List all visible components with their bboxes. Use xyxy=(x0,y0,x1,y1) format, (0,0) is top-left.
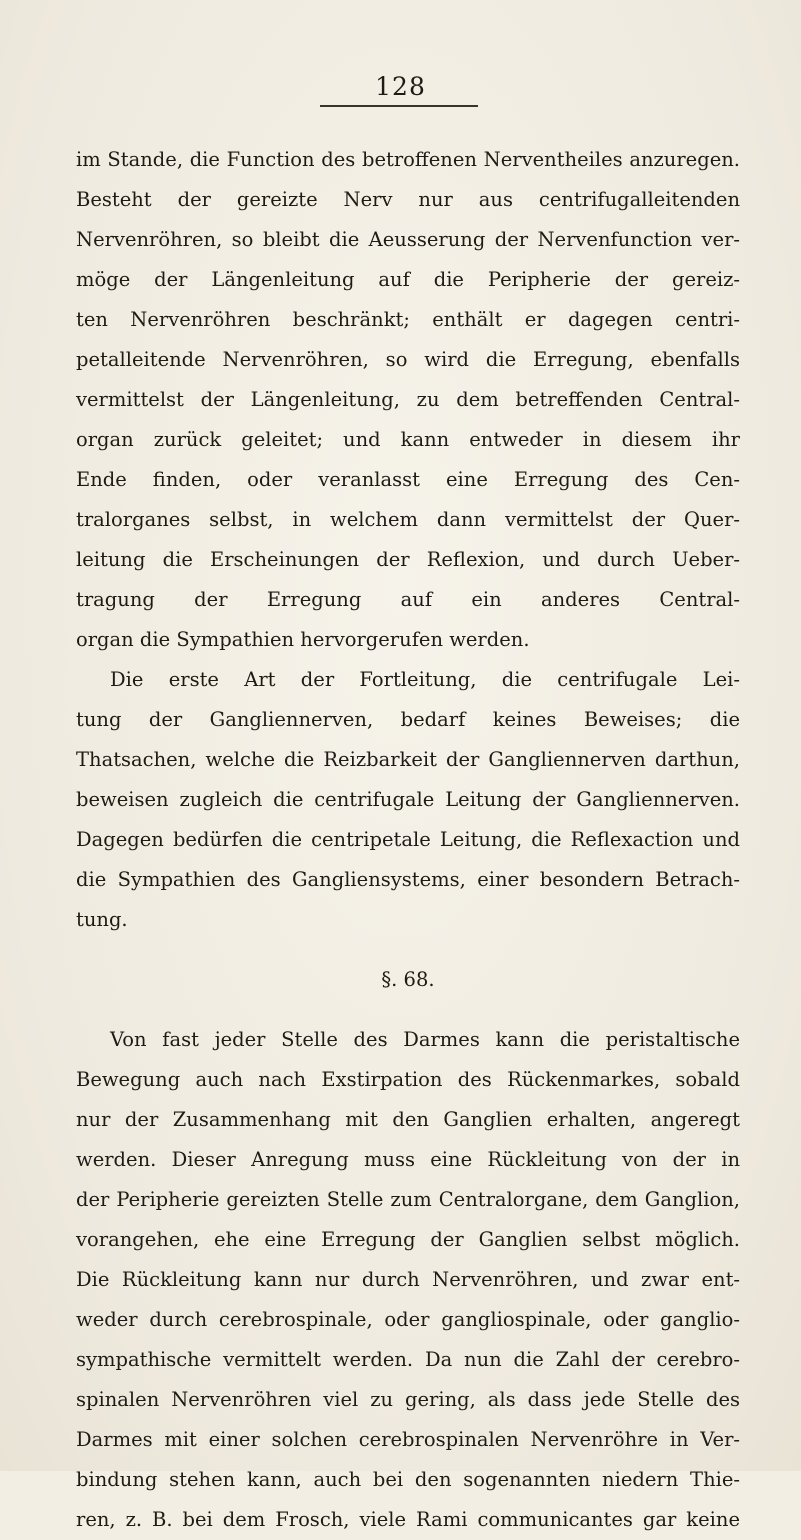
text-line: Thatsachen, welche die Reizbarkeit der Gangliennerven darthun, xyxy=(76,748,740,771)
text-line: Darmes mit einer solchen cerebrospinalen Nervenröhre in Ver- xyxy=(76,1428,740,1451)
text-line: möge der Längenleitung auf die Peripherie der gereiz- xyxy=(76,268,740,291)
text-line: Besteht der gereizte Nerv nur aus centrifugalleitenden xyxy=(76,188,740,211)
text-line: tung der Gangliennerven, bedarf keines Beweises; die xyxy=(76,708,740,731)
text-line: tralorganes selbst, in welchem dann vermittelst der Quer- xyxy=(76,508,740,531)
page-number: 128 xyxy=(375,72,426,101)
text-line: bindung stehen kann, auch bei den sogenannten niedern Thie- xyxy=(76,1468,740,1491)
text-line: beweisen zugleich die centrifugale Leitung der Gangliennerven. xyxy=(76,788,740,811)
text-line: die Sympathien des Gangliensystems, einer besondern Betrach- xyxy=(76,868,740,891)
text-line: nur der Zusammenhang mit den Ganglien erhalten, angeregt xyxy=(76,1108,740,1131)
paragraph-block-1 xyxy=(76,140,740,940)
text-line: vermittelst der Längenleitung, zu dem betreffenden Central- xyxy=(76,388,740,411)
text-line: Die erste Art der Fortleitung, die centrifugale Lei- xyxy=(110,668,740,691)
text-line: ren, z. B. bei dem Frosch, viele Rami communicantes gar keine xyxy=(76,1508,740,1531)
text-line: petalleitende Nervenröhren, so wird die Erregung, ebenfalls xyxy=(76,348,740,371)
section-heading: §. 68. xyxy=(381,968,435,991)
body-text xyxy=(76,140,740,1540)
text-line: Dagegen bedürfen die centripetale Leitung, die Reflexaction und xyxy=(76,828,740,851)
paragraph-block-2 xyxy=(76,1020,740,1540)
text-line: tung. xyxy=(76,908,128,931)
text-line: leitung die Erscheinungen der Reflexion, und durch Ueber- xyxy=(76,548,740,571)
text-line: der Peripherie gereizten Stelle zum Centralorgane, dem Ganglion, xyxy=(76,1188,740,1211)
text-line: Die Rückleitung kann nur durch Nervenröhren, und zwar ent- xyxy=(76,1268,740,1291)
text-line: sympathische vermittelt werden. Da nun die Zahl der cerebro- xyxy=(76,1348,740,1371)
text-line: vorangehen, ehe eine Erregung der Ganglien selbst möglich. xyxy=(76,1228,740,1251)
text-line: spinalen Nervenröhren viel zu gering, als dass jede Stelle des xyxy=(76,1388,740,1411)
text-line: weder durch cerebrospinale, oder gangliospinale, oder ganglio- xyxy=(76,1308,740,1331)
header-rule xyxy=(320,105,478,107)
text-line: organ zurück geleitet; und kann entweder in diesem ihr xyxy=(76,428,740,451)
text-line: Nervenröhren, so bleibt die Aeusserung der Nervenfunction ver- xyxy=(76,228,740,251)
text-line: ten Nervenröhren beschränkt; enthält er dagegen centri- xyxy=(76,308,740,331)
text-line: tragung der Erregung auf ein anderes Central- xyxy=(76,588,740,611)
text-line: organ die Sympathien hervorgerufen werden. xyxy=(76,628,530,651)
text-line: Ende finden, oder veranlasst eine Erregung des Cen- xyxy=(76,468,740,491)
text-line: im Stande, die Function des betroffenen Nerventheiles anzuregen. xyxy=(76,148,740,171)
text-line: werden. Dieser Anregung muss eine Rückleitung von der in xyxy=(76,1148,740,1171)
text-line: Bewegung auch nach Exstirpation des Rückenmarkes, sobald xyxy=(76,1068,740,1091)
text-line: Von fast jeder Stelle des Darmes kann die peristaltische xyxy=(110,1028,740,1051)
